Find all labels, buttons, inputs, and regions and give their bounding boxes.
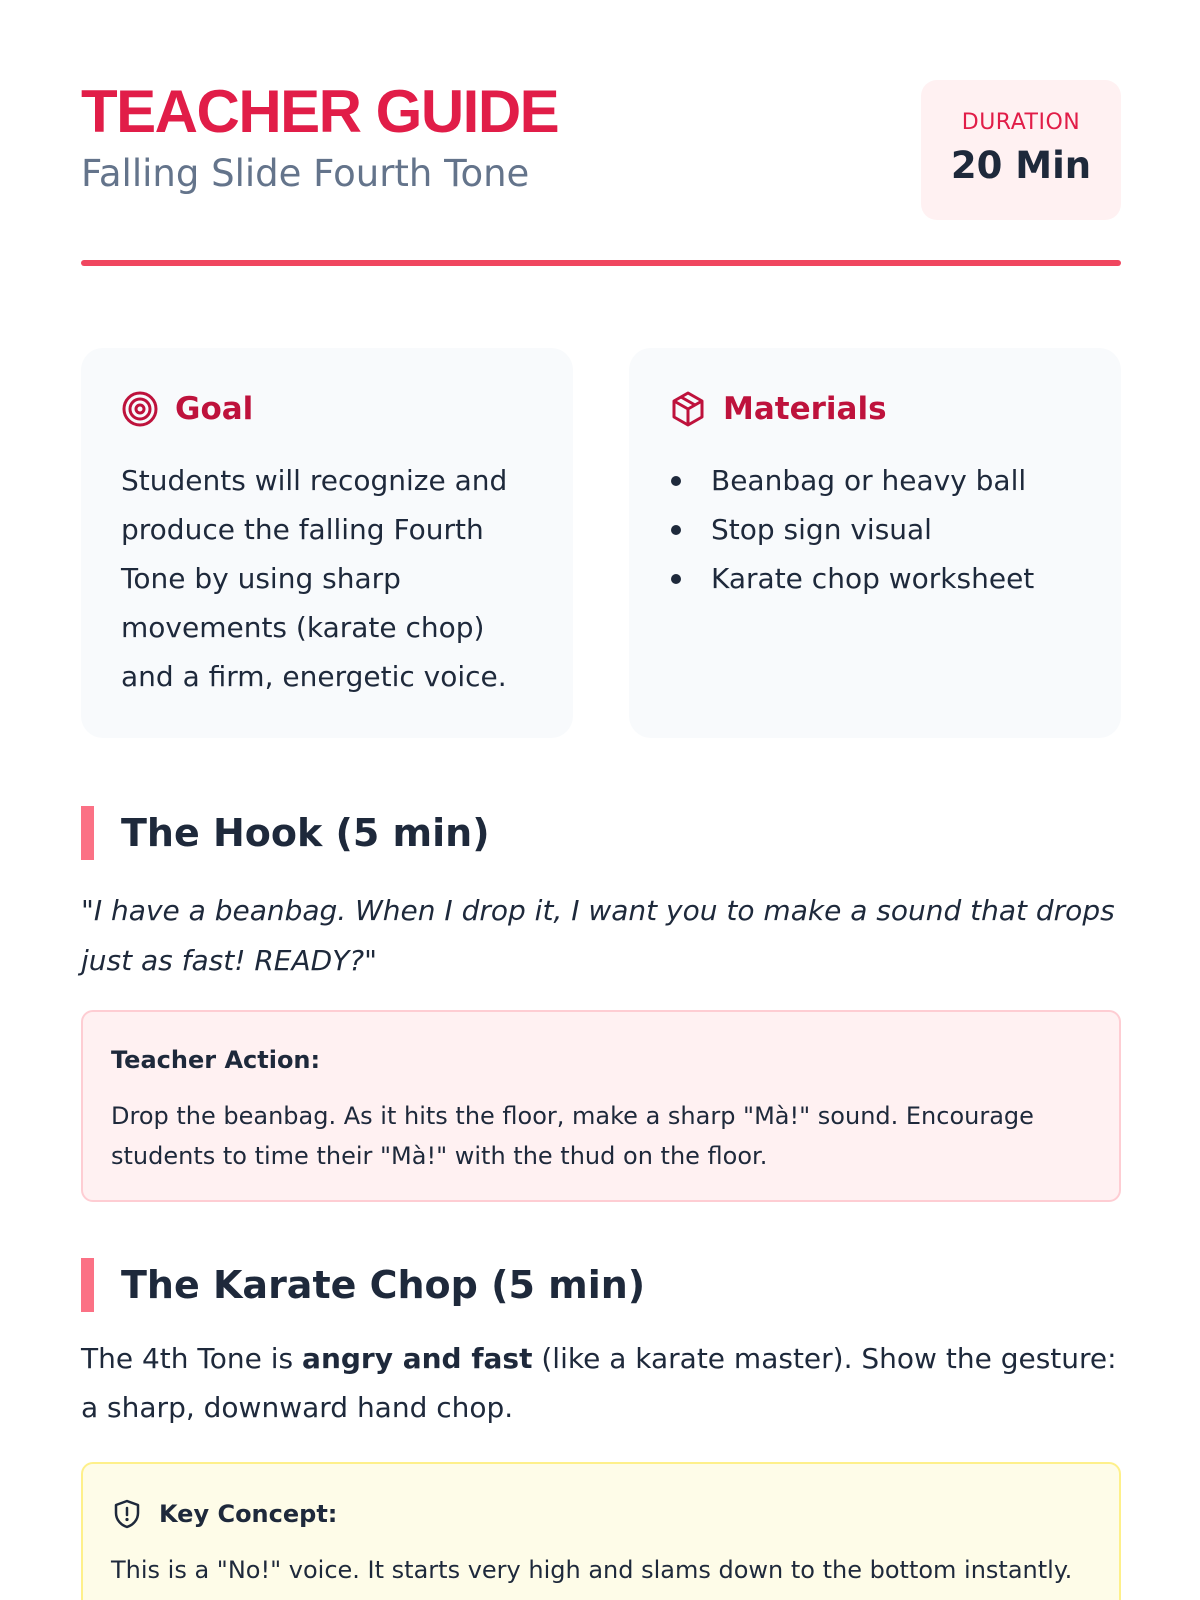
list-item: Karate chop worksheet: [669, 554, 1034, 603]
goal-title: Goal: [175, 391, 254, 427]
shield-alert-icon: [111, 1498, 143, 1530]
materials-list: [669, 456, 1034, 603]
karate-chop-text: [81, 1334, 1121, 1432]
teacher-action-box: [81, 1010, 1121, 1202]
duration-badge: [921, 80, 1121, 220]
list-item: Stop sign visual: [669, 505, 1034, 554]
list-item: Beanbag or heavy ball: [669, 456, 1034, 505]
goal-card-header: [121, 390, 253, 428]
key-concept-header: [111, 1498, 337, 1530]
goal-text: Students will recognize and produce the falling Fourth Tone by using sharp movements (karate chop) and a firm, energetic voice.: [121, 464, 508, 693]
package-icon: [669, 390, 707, 428]
key-concept-text: This is a "No!" voice. It starts very high and slams down to the bottom instantly.: [111, 1556, 1073, 1584]
section-accent-bar: [81, 806, 94, 860]
teacher-action-text: Drop the beanbag. As it hits the floor, make a sharp "Mà!" sound. Encourage students to time their "Mà!" with the thud on the floor.: [111, 1102, 1034, 1170]
materials-title: Materials: [723, 391, 887, 427]
target-icon: [121, 390, 159, 428]
header: [81, 80, 1121, 220]
karate-chop-text-emphasis: angry and fast: [302, 1342, 533, 1375]
duration-value: 20 Min: [950, 144, 1092, 187]
duration-label: DURATION: [961, 110, 1081, 135]
page-subtitle: Falling Slide Fourth Tone: [81, 152, 530, 195]
karate-chop-text-end: (like a karate master). Show the gesture: a sharp, downward hand chop.: [81, 1342, 1117, 1424]
hook-quote: "I have a beanbag. When I drop it, I want you to make a sound that drops just as fast! READY?": [81, 894, 1115, 977]
karate-chop-title: The Karate Chop (5 min): [121, 1263, 646, 1307]
page-title: TEACHER GUIDE: [81, 78, 559, 145]
hook-section-header: [81, 806, 1121, 860]
karate-chop-text-start: The 4th Tone is: [81, 1342, 303, 1375]
karate-chop-section-header: [81, 1258, 1121, 1312]
key-concept-box: [81, 1462, 1121, 1600]
header-divider: [81, 260, 1121, 266]
key-concept-label: Key Concept:: [159, 1500, 338, 1528]
materials-card-header: [669, 390, 887, 428]
goal-card: [81, 348, 573, 738]
section-accent-bar: [81, 1258, 94, 1312]
materials-card: [629, 348, 1121, 738]
teacher-action-label: Teacher Action:: [111, 1046, 321, 1074]
hook-title: The Hook (5 min): [121, 811, 490, 855]
